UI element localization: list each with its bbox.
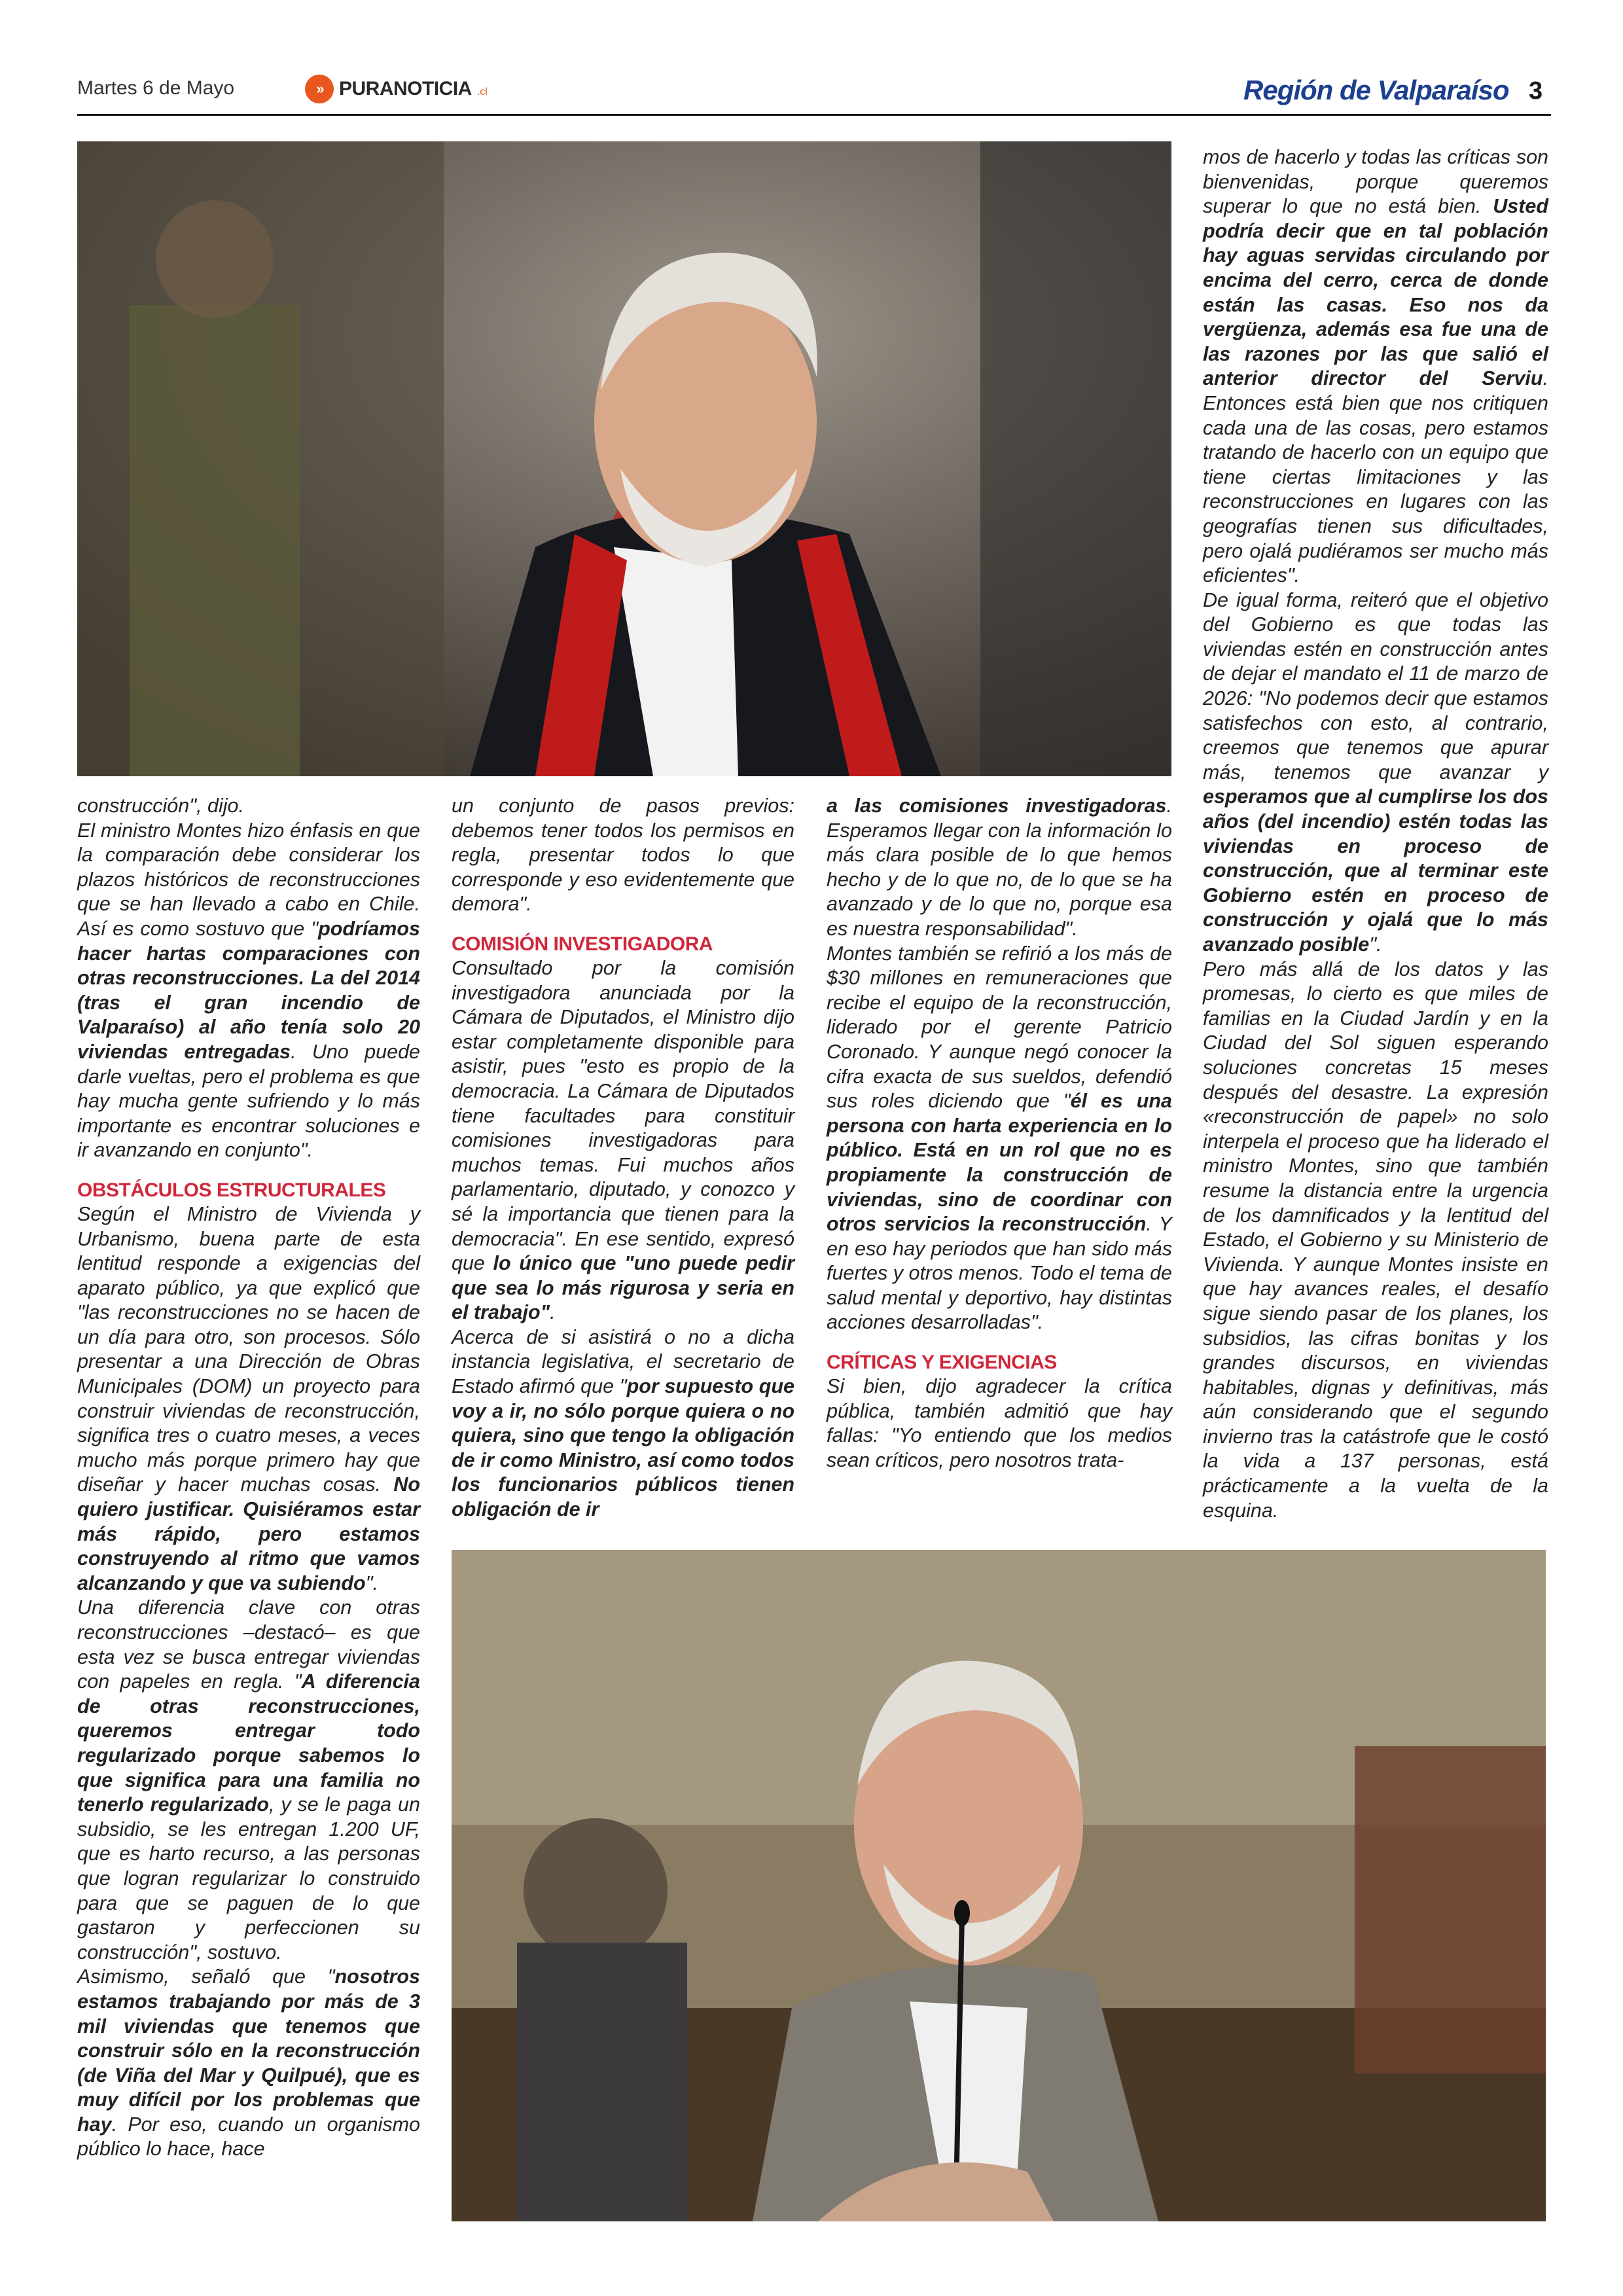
quote-highlight: esperamos que al cumplirse los dos años (del incendio) estén todas las viviendas en proceso de construcción, que al terminar este Gobierno estén en proceso de construcción y ojalá que lo más avanzado posible — [1203, 785, 1548, 956]
article-column-4 — [1203, 145, 1548, 1523]
article-column-1 — [77, 794, 420, 2162]
paragraph: Según el Ministro de Vivienda y Urbanismo, buena parte de esta lentitud responde a exigencias del aparato público, ya que explicó que "las reconstrucciones no se hacen de un día para otro, son procesos. Sólo presentar a una Dirección de Obras Municipales (DOM) un proyecto para construir viviendas de reconstrucción, significa tres o cuatro meses, a veces mucho más porque primero hay que diseñar y hacer muchas cosas. No quiero justificar. Quisiéramos estar más rápido, pero estamos construyendo al ritmo que vamos alcanzando y que va subiendo". — [77, 1202, 420, 1594]
page-number: 3 — [1529, 77, 1543, 105]
quote-highlight: No quiero justificar. Quisiéramos estar más rápido, pero estamos construyendo al ritmo que vamos alcanzando y que va subiendo — [77, 1473, 420, 1594]
paragraph: Asimismo, señaló que "nosotros estamos trabajando por más de 3 mil viviendas que tenemos que construir sólo en la reconstrucción (de Viña del Mar y Quilpué), que es muy difícil por los problemas que hay. Por eso, cuando un organismo público lo hace, hace — [77, 1965, 420, 2161]
article-column-3 — [827, 794, 1172, 1473]
paragraph: mos de hacerlo y todas las críticas son bienvenidas, porque queremos superar lo que no está bien. Usted podría decir que en tal población hay aguas servidas circulando por encima del cerro, cerca de donde están las casas. Eso nos da vergüenza, además esa fue una de las razones por las que salió el anterior director del Serviu. Entonces está bien que nos critiquen cada una de las cosas, pero estamos tratando de hacerlo con un equipo que tiene ciertas limitaciones y las reconstrucciones en lugares con las geografías tienen sus dificultades, pero ojalá pudiéramos ser mucho más eficientes". — [1203, 146, 1548, 587]
article-column-2 — [452, 794, 794, 1522]
header-rule — [77, 114, 1551, 116]
paragraph: Una diferencia clave con otras reconstrucciones –destacó– es que esta vez se busca entregar viviendas con papeles en regla. "A diferencia de otras reconstrucciones, queremos entregar todo regularizado porque sabemos lo que significa para una familia no tenerlo regularizado, y se le paga un subsidio, se les entregan 1.200 UF, que es harto recurso, a las personas que logran regularizar lo construido para que se paguen de lo que gastaron y perfeccionen su construcción", sostuvo. — [77, 1596, 420, 1964]
commission-illustration — [452, 1550, 1546, 2221]
paragraph: De igual forma, reiteró que el objetivo del Gobierno es que todas las viviendas estén en construcción antes de dejar el mandato el 11 de marzo de 2026: "No podemos decir que estamos satisfechos con esto, al contrario, creemos que tenemos que apurar más, tenemos que avanzar y esperamos que al cumplirse los dos años (del incendio) estén todas las viviendas en proceso de construcción, que al terminar este Gobierno estén en proceso de construcción y ojalá que lo más avanzado posible". — [1203, 588, 1548, 956]
paragraph: Si bien, dijo agradecer la crítica pública, también admitió que hay fallas: "Yo entiendo que los medios sean críticos, pero nosotros trata- — [827, 1375, 1172, 1471]
quote-highlight: por supuesto que voy a ir, no sólo porque quiera o no quiera, sino que tengo la obligación de ir como Ministro, así como todos los funcionarios públicos tienen obligación de ir — [452, 1375, 794, 1521]
quote-highlight: nosotros estamos trabajando por más de 3 mil viviendas que tenemos que construir sólo en la reconstrucción (de Viña del Mar y Quilpué), que es muy difícil por los problemas que hay — [77, 1965, 420, 2136]
subheading-comision: COMISIÓN INVESTIGADORA — [452, 933, 713, 955]
paragraph: Consultado por la comisión investigadora anunciada por la Cámara de Diputados, el Ministro dijo estar completamente disponible para asistir, pues "esto es propio de la democracia. La Cámara de Diputados tiene facultades para constituir comisiones investigadoras para muchos temas. Fui muchos años parlamentario, diputado, y conozco y sé la importancia que tienen para la democracia". En ese sentido, expresó que lo único que "uno puede pedir que sea lo más rigurosa y seria en el trabajo". — [452, 956, 794, 1324]
issue-date: Martes 6 de Mayo — [77, 77, 235, 99]
publication-logo[interactable] — [305, 73, 488, 105]
portrait-illustration — [77, 141, 1171, 776]
paragraph: un conjunto de pasos previos: debemos tener todos los permisos en regla, presentar todos lo que corresponde y eso evidentemente que demora". — [452, 795, 794, 916]
subheading-obstaculos: OBSTÁCULOS ESTRUCTURALES — [77, 1179, 386, 1201]
minister-commission-photo — [452, 1550, 1546, 2221]
paragraph: Acerca de si asistirá o no a dicha instancia legislativa, el secretario de Estado afirmó que "por supuesto que voy a ir, no sólo porque quiera o no quiera, sino que tengo la obligación de ir como Ministro, así como todos los funcionarios públicos tienen obligación de ir — [452, 1325, 794, 1521]
quote-highlight: él es una persona con harta experiencia en lo público. Está en un rol que no es propiamente la construcción de viviendas, sino de coordinar con otros servicios la reconstrucción — [827, 1090, 1172, 1236]
quote-highlight: a las comisiones investigadoras — [827, 795, 1167, 817]
logo-suffix: .cl — [476, 86, 488, 98]
quote-highlight: Usted podría decir que en tal población hay aguas servidas circulando por encima del cerro, cerca de donde están las casas. Eso nos da vergüenza, además esa fue una de las razones por las que salió el anterior director del Serviu — [1203, 195, 1548, 390]
paragraph: Montes también se refirió a los más de $30 millones en remuneraciones que recibe el equipo de la reconstrucción, liderado por el gerente Patricio Coronado. Y aunque negó conocer la cifra exacta de sus sueldos, defendió sus roles diciendo que "él es una persona con harta experiencia en lo público. Está en un rol que no es propiamente la construcción de viviendas, sino de coordinar con otros servicios la reconstrucción. Y en eso hay periodos que han sido más fuertes y otros menos. Todo el tema de salud mental y deportivo, hay distintas acciones desarrolladas". — [827, 942, 1172, 1334]
paragraph: El ministro Montes hizo énfasis en que la comparación debe considerar los plazos históricos de reconstrucciones que se han llevado a cabo en Chile. Así es como sostuvo que "podríamos hacer hartas comparaciones con otras reconstrucciones. La del 2014 (tras el gran incendio de Valparaíso) al año tenía solo 20 viviendas entregadas. Uno puede darle vueltas, pero el problema es que hay mucha gente sufriendo y lo más importante es encontrar soluciones e ir avanzando en conjunto". — [77, 819, 420, 1162]
section-title: Región de Valparaíso — [1243, 75, 1509, 105]
logo-text: PURANOTICIA — [339, 78, 472, 99]
paragraph: Pero más allá de los datos y las promesas, lo cierto es que miles de familias en la Ciudad Jardín y en la Ciudad del Sol siguen esperando soluciones concretas 15 meses después del desastre. La expresión «reconstrucción de papel» no solo interpela el proceso que ha liderado el ministro Montes, sino que también resume la distancia entre la urgencia de los damnificados y la lentitud del Estado, el Gobierno y su Ministerio de Vivienda. Y aunque Montes insiste en que hay avances reales, el desafío sigue siendo pasar de los planes, los subsidios, las cifras bonitas y los grandes discursos, en viviendas habitables, dignas y definitivas, más aún considerando que el segundo invierno tras la catástrofe que le costó la vida a 137 personas, está prácticamente a la vuelta de la esquina. — [1203, 958, 1548, 1522]
quote-highlight: podríamos hacer hartas comparaciones con otras reconstrucciones. La del 2014 (tras el gran incendio de Valparaíso) al año tenía solo 20 viviendas entregadas — [77, 917, 420, 1063]
minister-portrait-photo — [77, 141, 1171, 776]
quote-highlight: A diferencia de otras reconstrucciones, queremos entregar todo regularizado porque sabemos lo que significa para una familia no tenerlo regularizado — [77, 1670, 420, 1816]
logo-mark-icon: » — [305, 75, 334, 103]
paragraph: a las comisiones investigadoras. Esperamos llegar con la información lo más clara posible de lo que hemos hecho y de lo que no, de lo que se ha avanzado y de lo que no, porque esa es nuestra responsabilidad". — [827, 795, 1172, 940]
paragraph: construcción", dijo. — [77, 795, 244, 817]
quote-highlight: lo único que "uno puede pedir que sea lo más rigurosa y seria en el trabajo" — [452, 1252, 794, 1324]
subheading-criticas: CRÍTICAS Y EXIGENCIAS — [827, 1352, 1057, 1374]
